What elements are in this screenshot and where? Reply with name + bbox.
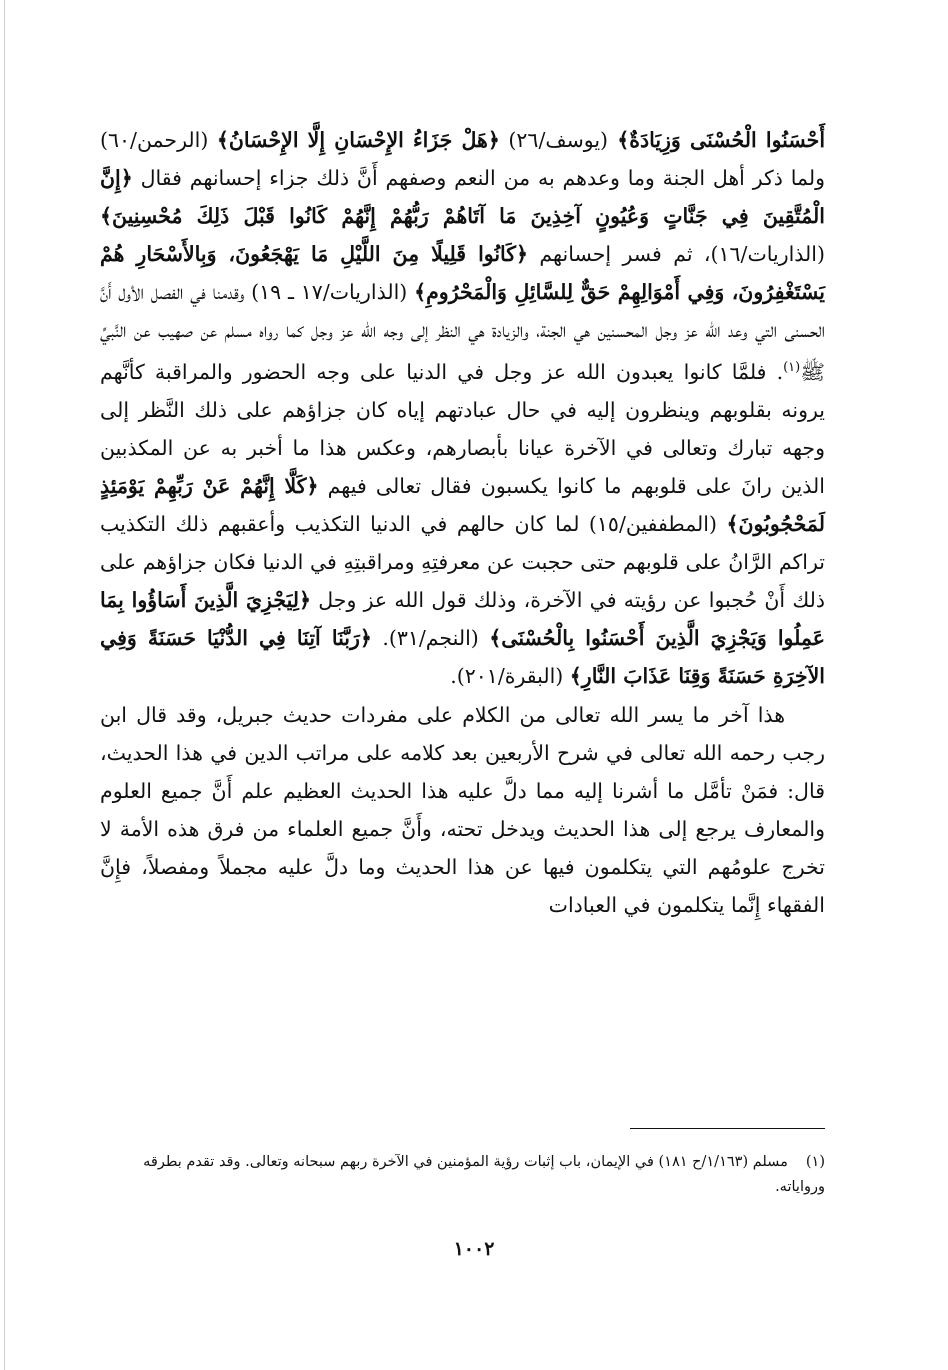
body-text-run: (المطففين/١٥) لما كان حالهم في الدنيا التكذيب وأعقبهم ذلك التكذيب تراكم الرَّانُ على قلوبهم حتى حجبت عن معرفتِهِ ومراقبتِهِ في الدنيا فكان جزاؤهم على ذلك أَنْ حُجبوا عن رؤيته في الآخرة، وذلك قول الله عز وجل [100, 511, 825, 612]
footnote-text: مسلم (١/١٦٣/ح ١٨١) في الإيمان، باب إثبات رؤية المؤمنين في الآخرة ربهم سبحانه وتعالى. وقد تقدم بطرقه ورواياته. [143, 1154, 825, 1195]
body-text-run: (الذاريات/١٧ ـ ١٩) وقدمنا في الفصل الأول أَنَّ الحسنى التي وعد الله عز وجل المحسنين هي الجنة، والزيادة هي النظر إلى وجه الله عز وجل كما رواه مسلم عن صهيب عن النَّبيِّ ﷺ [100, 279, 825, 385]
quran-quote: أَحْسَنُوا الْحُسْنَى وَزِيَادَةٌ﴾ [608, 128, 826, 152]
body-text-run: (يوسف/٢٦) [499, 128, 609, 152]
page-number: ١٠٠٢ [453, 1238, 495, 1260]
page-edge-line [4, 0, 5, 1370]
footnote-divider [630, 1128, 825, 1129]
quran-quote: ﴿رَبَّنَا آتِنَا فِي الدُّنْيَا حَسَنَةً وَفِي الآخِرَةِ حَسَنَةً وَقِنَا عَذَابَ النَّارِ﴾ [100, 625, 825, 688]
body-text-run: (الرحمن/٦٠) ولما ذكر أهل الجنة وما وعدهم به من النعم وصفهم أَنَّ ذلك جزاء إحسانهم فقال [100, 128, 825, 190]
body-text-run: . فلمَّا كانوا يعبدون الله عز وجل في الدنيا على وجه الحضور والمراقبة كأنَّهم يرونه بقلوبهم وينظرون إليه في حال عبادتهم إياه كان جزاؤهم على ذلك النَّظر إلى وجهه تبارك وتعالى في الآخرة عيانا بأبصارهم، وعكس هذا ما أخبر به عن المكذبين الذين رانَ على قلوبهم ما كانوا يكسبون فقال تعالى فيهم [100, 360, 825, 498]
paragraph-2: هذا آخر ما يسر الله تعالى من الكلام على مفردات حديث جبريل، وقد قال ابن رجب رحمه الله تعالى في شرح الأربعين بعد كلامه على مراتب الدين في هذا الحديث، قال: فمَنْ تأمَّل ما أشرنا إليه مما دلَّ عليه هذا الحديث العظيم علم أَنَّ جميع العلوم والمعارف يرجع إلى هذا الحديث ويدخل تحته، وأَنَّ جميع العلماء من فرق هذه الأمة لا تخرج علومُهم التي يتكلمون فيها عن هذا الحديث وما دلَّ عليه مجملاً ومفصلاً، فإِنَّ الفقهاء إِنَّما يتكلمون في العبادات [100, 703, 825, 917]
body-text-run: (البقرة/٢٠١). [450, 663, 570, 688]
footnote-reference: (١) [783, 360, 801, 376]
footnote [100, 1150, 825, 1200]
quran-quote: ﴿لِيَجْزِيَ الَّذِينَ أَسَاؤُوا بِمَا عَمِلُوا وَيَجْزِيَ الَّذِينَ أَحْسَنُوا بِالْحُسْنَى﴾ [100, 587, 825, 650]
quran-quote: ﴿هَلْ جَزَاءُ الإِحْسَانِ إِلَّا الإِحْسَانُ﴾ [216, 128, 500, 152]
body-text-run: (الذاريات/١٦)، ثم فسر إحسانهم [528, 241, 825, 266]
main-text [100, 122, 825, 925]
body-text-run: (النجم/٣١). [371, 625, 490, 650]
paragraph-1 [100, 122, 825, 695]
quran-quote: ﴿كَلَّا إِنَّهُمْ عَنْ رَبِّهِمْ يَوْمَئِذٍ لَمَحْجُوبُونَ﴾ [100, 473, 826, 536]
quran-quote: ﴿إِنَّ الْمُتَّقِينَ فِي جَنَّاتٍ وَعُيُونٍ آخِذِينَ مَا آتَاهُمْ رَبُّهُمْ إِنَّهُمْ كَانُوا قَبْلَ ذَلِكَ مُحْسِنِينَ﴾ [100, 165, 825, 228]
footnote-number: (١) [805, 1154, 825, 1170]
quran-quote: ﴿كَانُوا قَلِيلًا مِنَ اللَّيْلِ مَا يَهْجَعُونَ، وَبِالأَسْحَارِ هُمْ يَسْتَغْفِرُونَ، وَفِي أَمْوَالِهِمْ حَقٌّ لِلسَّائِلِ وَالْمَحْرُومِ﴾ [100, 241, 826, 304]
